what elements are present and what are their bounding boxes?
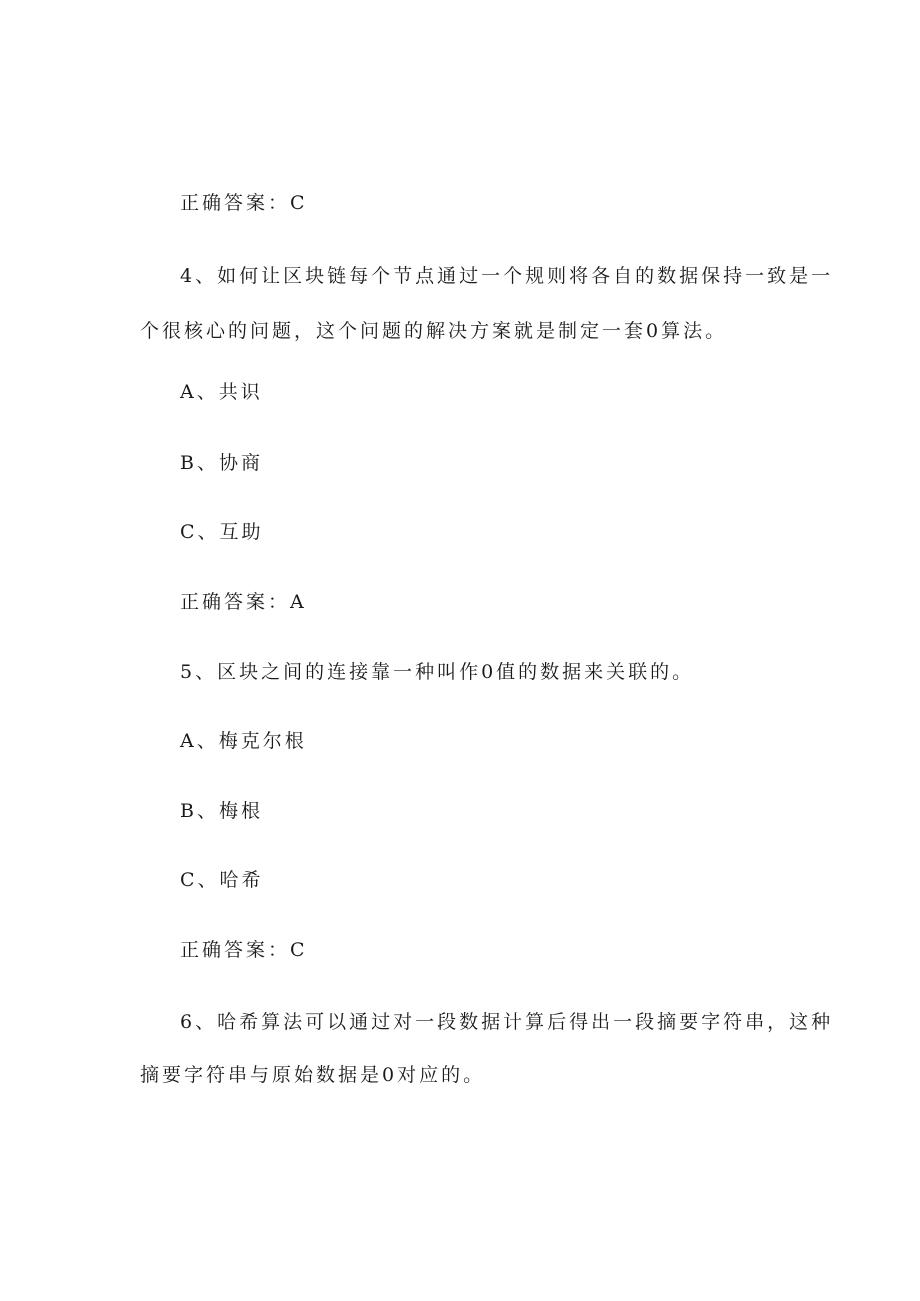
question-5-option-c: C、哈希 — [180, 869, 264, 891]
answer-q5: 正确答案：C — [180, 939, 308, 961]
question-4-line-1: 4、如何让区块链每个节点通过一个规则将各自的数据保持一致是一 — [180, 265, 834, 287]
question-4-option-b: B、协商 — [180, 452, 263, 474]
question-5-line-1: 5、区块之间的连接靠一种叫作0值的数据来关联的。 — [180, 661, 695, 683]
question-5-option-b: B、梅根 — [180, 800, 263, 822]
answer-q3: 正确答案：C — [180, 192, 308, 214]
question-4-line-2: 个很核心的问题，这个问题的解决方案就是制定一套0算法。 — [140, 320, 728, 342]
question-4-option-a: A、共识 — [180, 381, 263, 403]
question-4-option-c: C、互助 — [180, 521, 264, 543]
question-5-option-a: A、梅克尔根 — [180, 730, 307, 752]
answer-q4: 正确答案：A — [180, 591, 307, 613]
question-6-line-2: 摘要字符串与原始数据是0对应的。 — [140, 1064, 486, 1086]
question-6-line-1: 6、哈希算法可以通过对一段数据计算后得出一段摘要字符串，这种 — [180, 1011, 834, 1033]
